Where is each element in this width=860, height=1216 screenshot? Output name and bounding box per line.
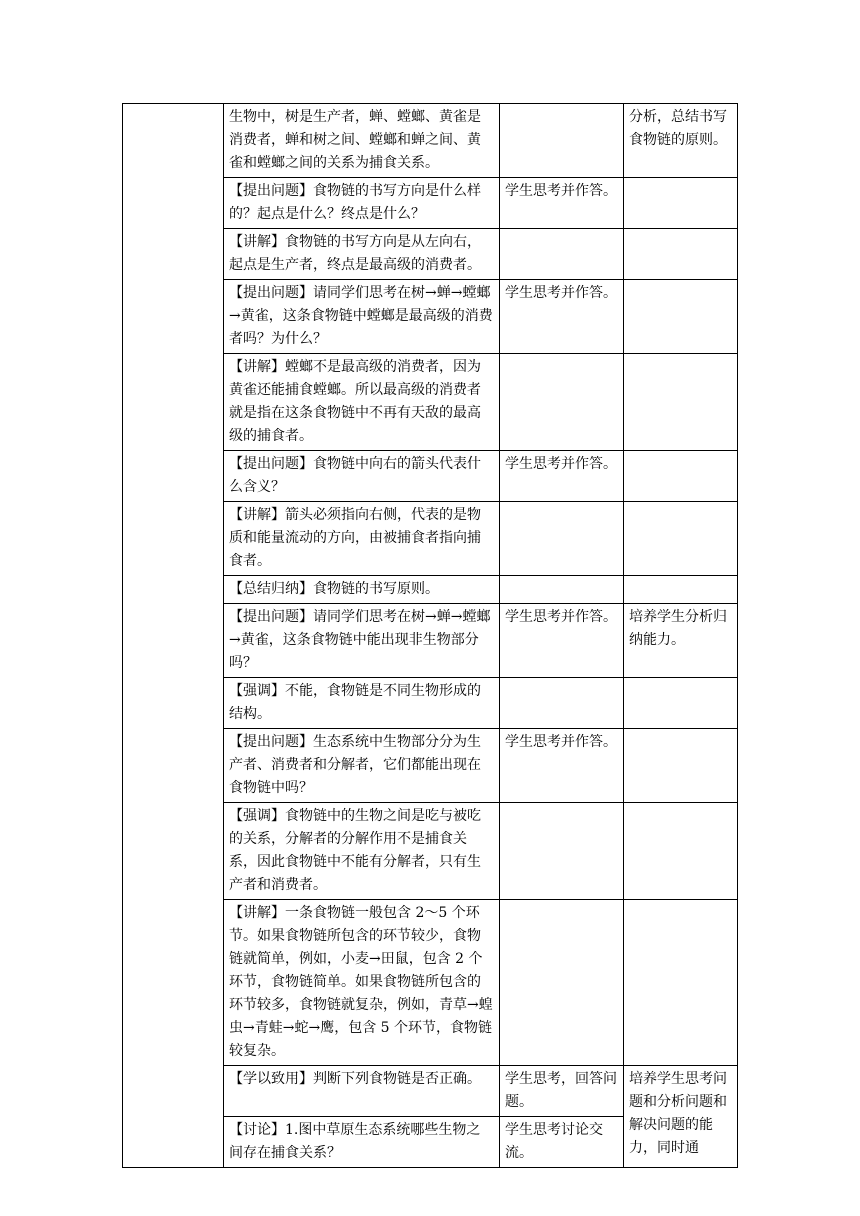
student-activity-cell (500, 576, 624, 604)
design-intent-cell: 分析，总结书写食物链的原则。 (624, 104, 738, 178)
design-intent-cell (624, 678, 738, 729)
student-activity-cell (500, 502, 624, 576)
design-intent-cell (624, 803, 738, 900)
student-activity-cell (500, 678, 624, 729)
teacher-activity-cell: 【讲解】箭头必须指向右侧，代表的是物质和能量流动的方向，由被捕食者指向捕食者。 (224, 502, 500, 576)
design-intent-cell (624, 178, 738, 229)
student-activity-cell: 学生思考并作答。 (500, 451, 624, 502)
teacher-activity-cell: 【提出问题】生态系统中生物部分分为生产者、消费者和分解者，它们都能出现在食物链中吗？ (224, 729, 500, 803)
design-intent-cell (624, 451, 738, 502)
student-activity-cell: 学生思考并作答。 (500, 178, 624, 229)
student-activity-cell (500, 803, 624, 900)
teacher-activity-cell: 【总结归纳】食物链的书写原则。 (224, 576, 500, 604)
student-activity-cell (500, 900, 624, 1066)
design-intent-cell: 培养学生分析归纳能力。 (624, 604, 738, 678)
student-activity-cell (500, 104, 624, 178)
design-intent-cell (624, 229, 738, 280)
student-activity-cell: 学生思考并作答。 (500, 604, 624, 678)
design-intent-cell (624, 576, 738, 604)
student-activity-cell: 学生思考讨论交流。 (500, 1117, 624, 1168)
lesson-table (122, 103, 738, 1168)
stage-column-cell (123, 104, 224, 1168)
teacher-activity-cell: 【提出问题】食物链的书写方向是什么样的？起点是什么？终点是什么？ (224, 178, 500, 229)
design-intent-cell (624, 280, 738, 354)
teacher-activity-cell: 【强调】不能，食物链是不同生物形成的结构。 (224, 678, 500, 729)
teacher-activity-cell: 【提出问题】食物链中向右的箭头代表什么含义？ (224, 451, 500, 502)
teacher-activity-cell: 【提出问题】请同学们思考在树→蝉→螳螂→黄雀，这条食物链中能出现非生物部分吗？ (224, 604, 500, 678)
teacher-activity-cell: 【讲解】一条食物链一般包含 2～5 个环节。如果食物链所包含的环节较少，食物链就简单，例如，小麦→田鼠，包含 2 个环节，食物链简单。如果食物链所包含的环节较多，食物链就复杂，例如，青草→蝗虫→青蛙→蛇→鹰，包含 5 个环节，食物链较复杂。 (224, 900, 500, 1066)
design-intent-cell (624, 354, 738, 451)
student-activity-cell (500, 354, 624, 451)
teacher-activity-cell: 【提出问题】请同学们思考在树→蝉→螳螂→黄雀，这条食物链中螳螂是最高级的消费者吗？为什么？ (224, 280, 500, 354)
student-activity-cell: 学生思考，回答问题。 (500, 1066, 624, 1117)
teacher-activity-cell: 生物中，树是生产者，蝉、螳螂、黄雀是消费者，蝉和树之间、螳螂和蝉之间、黄雀和螳螂之间的关系为捕食关系。 (224, 104, 500, 178)
student-activity-cell: 学生思考并作答。 (500, 729, 624, 803)
design-intent-cell (624, 900, 738, 1066)
design-intent-cell: 培养学生思考问题和分析问题和解决问题的能力，同时通 (624, 1066, 738, 1168)
design-intent-cell (624, 729, 738, 803)
teacher-activity-cell: 【强调】食物链中的生物之间是吃与被吃的关系，分解者的分解作用不是捕食关系，因此食物链中不能有分解者，只有生产者和消费者。 (224, 803, 500, 900)
student-activity-cell (500, 229, 624, 280)
teacher-activity-cell: 【讲解】螳螂不是最高级的消费者，因为黄雀还能捕食螳螂。所以最高级的消费者就是指在这条食物链中不再有天敌的最高级的捕食者。 (224, 354, 500, 451)
design-intent-cell (624, 502, 738, 576)
teacher-activity-cell: 【讲解】食物链的书写方向是从左向右，起点是生产者，终点是最高级的消费者。 (224, 229, 500, 280)
table-row (123, 104, 738, 178)
student-activity-cell: 学生思考并作答。 (500, 280, 624, 354)
teacher-activity-cell: 【学以致用】判断下列食物链是否正确。 (224, 1066, 500, 1117)
teacher-activity-cell: 【讨论】1.图中草原生态系统哪些生物之间存在捕食关系？ (224, 1117, 500, 1168)
